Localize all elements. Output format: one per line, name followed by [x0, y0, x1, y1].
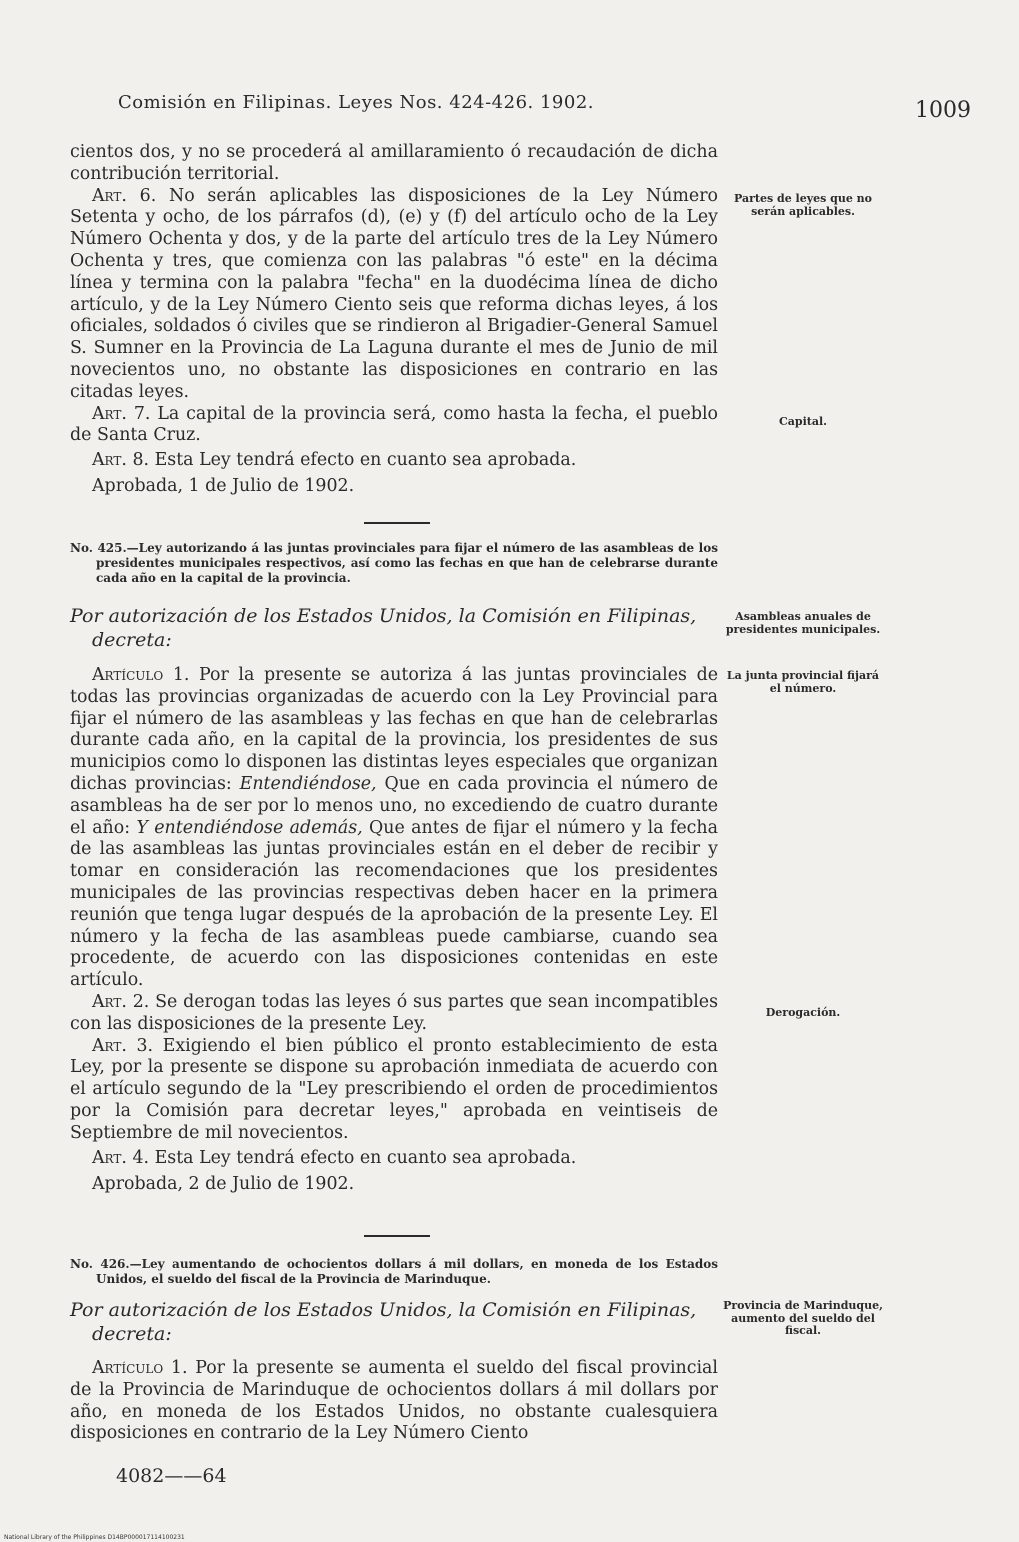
margin-note: Derogación. — [765, 1006, 841, 1019]
section-divider — [364, 522, 430, 524]
page-number: 1009 — [915, 98, 971, 123]
article-text: Que en cada provincia el número de asambleas ha de ser por lo menos uno, no excediendo de cuatro durante el año: — [70, 773, 719, 838]
decreta-text: decreta: — [92, 629, 172, 651]
article-text: Esta Ley tendrá efecto en cuanto sea aprobada. — [154, 1147, 577, 1168]
margin-note: Asambleas anuales de presidentes municipales. — [725, 610, 881, 636]
article-3 — [70, 1036, 718, 1145]
article-6 — [70, 186, 718, 404]
law-425-preamble — [70, 604, 718, 652]
margin-note: Capital. — [779, 415, 827, 428]
article-text: Que antes de fijar el número y la fecha de las asambleas las juntas provinciales están en el deber de recibir y tomar en consideración las recomendaciones que los presidentes municipales de las provincias respectivas deben hacer en la primera reunión que tenga lugar después de la aprobación de la presente Ley. El número y la fecha de las asambleas puede cambiarse, cuando sea procedente, de acuerdo con las disposiciones contenidas en este artículo. — [70, 817, 718, 991]
article-text: Por la presente se aumenta el sueldo del fiscal provincial de la Provincia de Marinduque de ochocientos dollars á mil dollars por año, en moneda de los Estados Unidos, no obstante cualesquiera disposiciones en contrario de la Ley Número Ciento — [70, 1358, 718, 1444]
article-label: Artículo 1. — [92, 665, 190, 685]
article-text: La capital de la provincia será, como hasta la fecha, el pueblo de Santa Cruz. — [70, 403, 718, 446]
heading-text: No. 426.—Ley aumentando de ochocientos dollars á mil dollars, en moneda de los Estados Unidos, el sueldo del fiscal de la Provincia de Marinduque. — [70, 1257, 718, 1286]
article-label: Art. 2. — [92, 991, 150, 1012]
scan-footer-id: National Library of the Philippines D14BP000017114100231 — [4, 1534, 185, 1541]
preamble-text: Por autorización de los Estados Unidos, la Comisión en Filipinas, — [70, 1299, 697, 1321]
article-text: Esta Ley tendrá efecto en cuanto sea aprobada. — [154, 450, 577, 471]
preamble-text: Por autorización de los Estados Unidos, la Comisión en Filipinas, — [70, 605, 697, 627]
article-label: Artículo 1. — [92, 1358, 188, 1378]
article-7 — [70, 404, 718, 448]
article-label: Art. 8. — [92, 450, 150, 471]
proviso-italic: Entendiéndose, — [239, 773, 377, 794]
article-text: Se derogan todas las leyes ó sus partes que sean incompatibles con las disposiciones de la presente Ley. — [70, 991, 718, 1034]
article-label: Art. 7. — [92, 403, 151, 424]
margin-note: La junta provincial fijará el número. — [726, 669, 880, 695]
running-title: Comisión en Filipinas. Leyes Nos. 424-426. 1902. — [118, 92, 595, 113]
article-label: Art. 4. — [92, 1147, 150, 1168]
proviso-italic: Y entendiéndose además, — [136, 817, 363, 838]
law-424-body — [70, 142, 718, 498]
article-1 — [70, 1358, 718, 1445]
article-text: Por la presente se autoriza á las juntas provinciales de todas las provincias organizadas de acuerdo con la Ley Provincial para fijar el número de las asambleas y las fechas en que han de celebrarlas durante cada año, en la capital de la provincia, los presidentes de sus municipios como lo disponen las distintas leyes especiales que organizan dichas provincias: — [70, 665, 718, 794]
section-divider — [364, 1235, 430, 1237]
article-text: No serán aplicables las disposiciones de la Ley Número Setenta y ocho, de los párrafos (d), (e) y (f) del artículo ocho de la Ley Número Ochenta y dos, y de la parte del artículo tres de la Ley Número Ochenta y tres, que comienza con las palabras "ó este" en la décima línea y termina con la palabra "fecha" en la duodécima línea de dicho artículo, y de la Ley Número Ciento seis que reforma dichas leyes, á los oficiales, soldados ó civiles que se rindieron al Brigadier-General Samuel S. Sumner en la Provincia de La Laguna durante el mes de Junio de mil novecientos uno, no obstante las disposiciones en contrario en las citadas leyes. — [70, 185, 719, 402]
printer-signature: 4082——64 — [116, 1465, 227, 1487]
article-2 — [70, 992, 718, 1036]
margin-note: Provincia de Marinduque, aumento del sueldo del fiscal. — [723, 1299, 883, 1337]
law-426-body — [70, 1358, 718, 1445]
law-425-heading — [70, 541, 718, 586]
article-label: Art. 6. — [92, 185, 157, 206]
law-426-heading — [70, 1257, 718, 1287]
article-8 — [70, 450, 718, 472]
heading-text: No. 425.—Ley autorizando á las juntas provinciales para fijar el número de las asambleas de los presidentes municipales respectivos, así como las fechas en que han de celebrarse durante cada año en la capital de la provincia. — [70, 541, 718, 585]
paragraph: cientos dos, y no se procederá al amillaramiento ó recaudación de dicha contribución territorial. — [70, 142, 718, 184]
approval-date: Aprobada, 1 de Julio de 1902. — [92, 475, 355, 496]
article-text: Exigiendo el bien público el pronto establecimiento de esta Ley, por la presente se dispone su aprobación inmediata de acuerdo con el artículo segundo de la "Ley prescribiendo el orden de procedimientos por la Comisión para decretar leyes," aprobada en veintiseis de Septiembre de mil novecientos. — [70, 1035, 718, 1143]
article-1 — [70, 665, 718, 992]
decreta-text: decreta: — [92, 1323, 172, 1345]
article-4 — [70, 1148, 718, 1170]
law-426-preamble — [70, 1298, 718, 1346]
article-label: Art. 3. — [92, 1035, 154, 1056]
approval-date: Aprobada, 2 de Julio de 1902. — [92, 1174, 355, 1195]
margin-note: Partes de leyes que no serán aplicables. — [734, 192, 872, 218]
law-425-body — [70, 665, 718, 1196]
